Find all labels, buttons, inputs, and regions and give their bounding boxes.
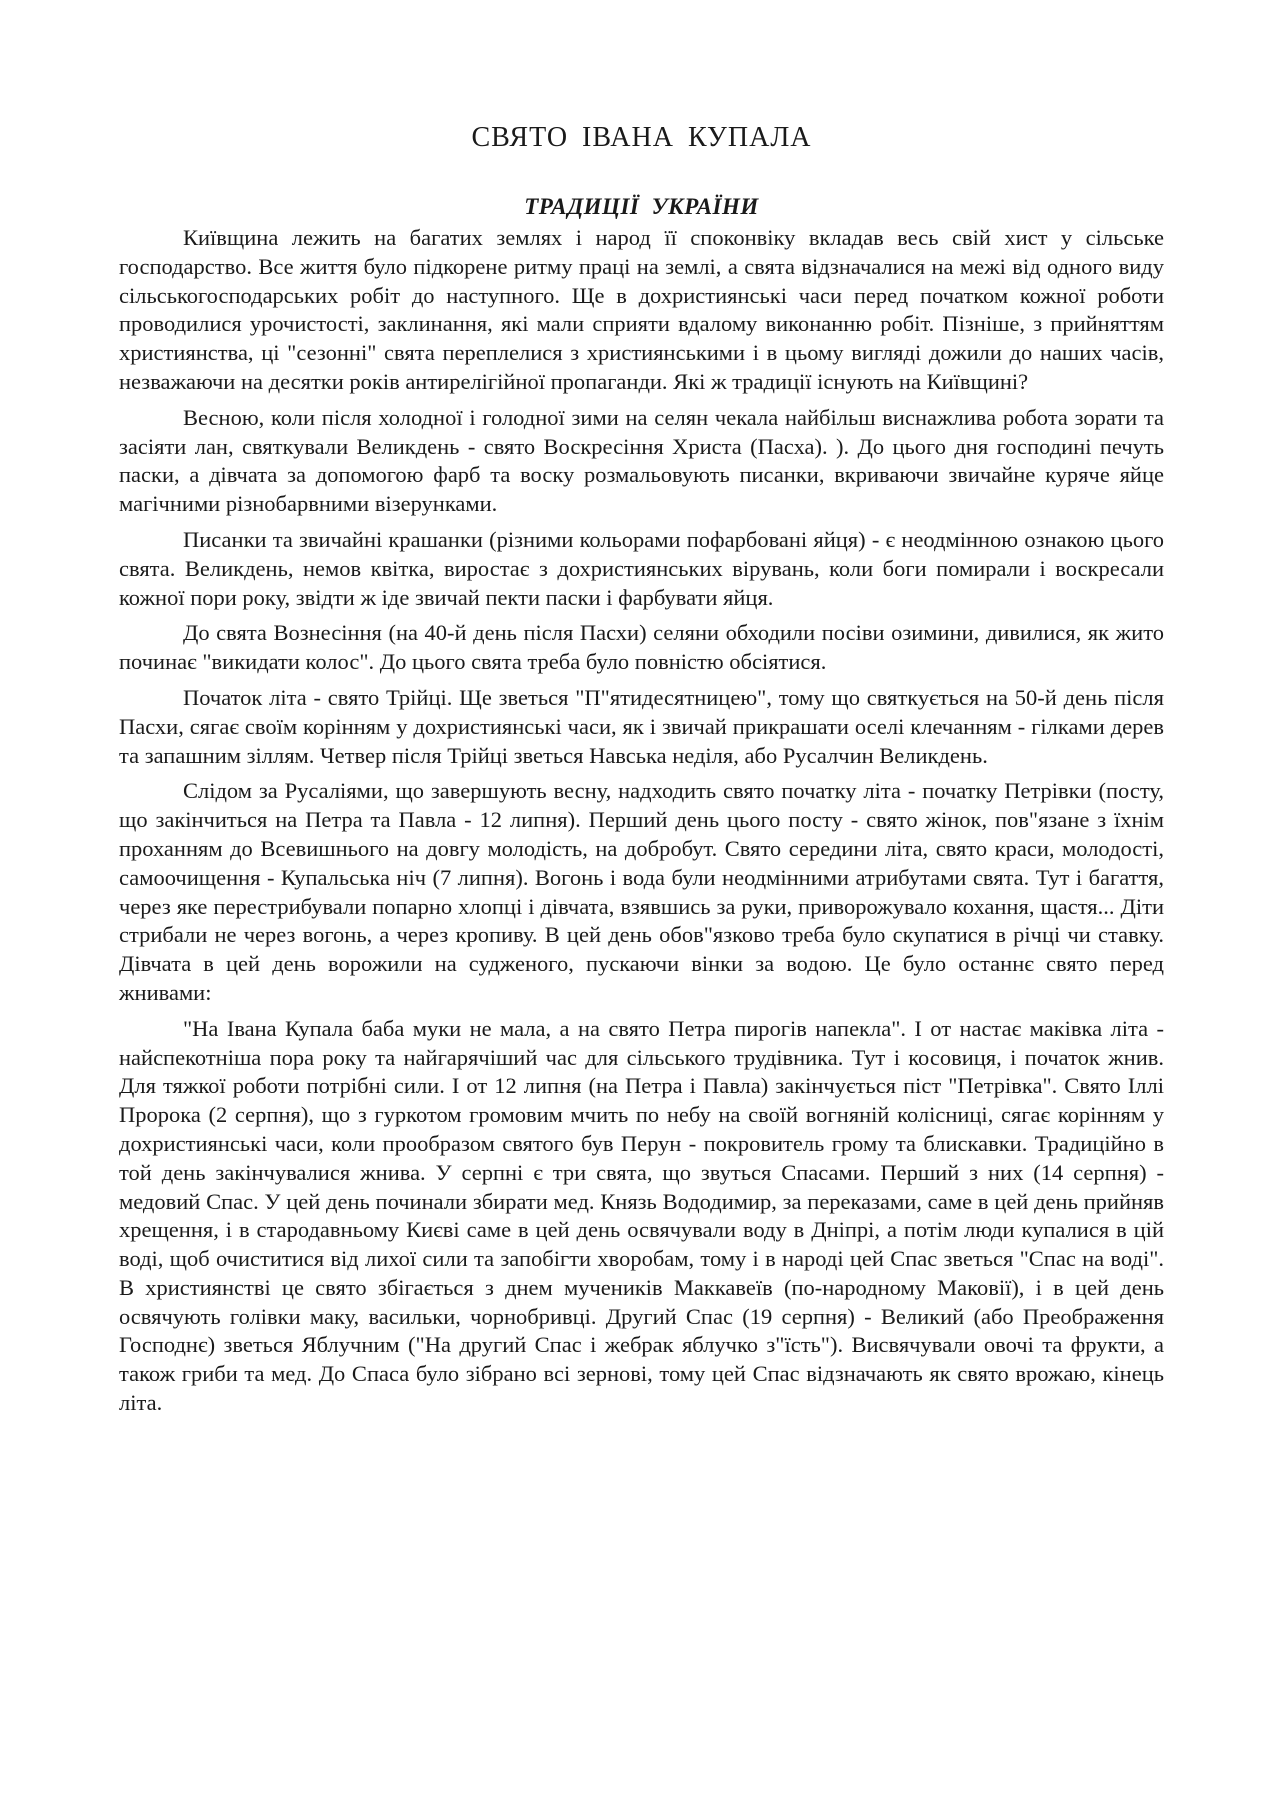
- paragraph-easter: Весною, коли після холодної і голодної зими на селян чекала найбільш виснажлива робота зорати та засіяти лан, святкували Великдень - свято Воскресіння Христа (Пасха). ). До цього дня господині печуть паски, а дівчата за допомогою фарб та воску розмальовують писанки, вкриваючи звичайне куряче яйце магічними різнобарвними візерунками.: [119, 404, 1164, 517]
- section-subtitle: ТРАДИЦІЇ УКРАЇНИ: [524, 194, 759, 219]
- paragraph-trinity: Початок літа - свято Трійці. Ще зветься "П"ятидесятницею", тому що святкується на 50-й день після Пасхи, сягає своїм корінням у дохристиянські часи, як і звичай прикрашати оселі клечанням - гілками дерев та запашним зіллям. Четвер після Трійці зветься Навська неділя, або Русалчин Великдень.: [119, 684, 1164, 768]
- body-text: [119, 224, 1164, 1418]
- paragraph-harvest-spas: "На Івана Купала баба муки не мала, а на свято Петра пирогів напекла". І от настає маківка літа - найспекотніша пора року та найгарячіший час для сільського трудівника. Тут і косовиця, і початок жнив. Для тяжкої роботи потрібні сили. І от 12 липня (на Петра і Павла) закінчується піст "Петрівка". Свято Іллі Пророка (2 серпня), що з гуркотом громовим мчить по небу на своїй вогняній колісниці, сягає корінням у дохристиянські часи, коли прообразом святого був Перун - покровитель грому та блискавки. Традиційно в той день закінчувалися жнива. У серпні є три свята, що звуться Спасами. Перший з них (14 серпня) - медовий Спас. У цей день починали збирати мед. Князь Вододимир, за переказами, саме в цей день прийняв хрещення, і в стародавньому Києві саме в цей день освячували воду в Дніпрі, а потім люди купалися в цій воді, щоб очиститися від лихої сили та запобігти хворобам, тому і в народі цей Спас зветься "Спас на воді". В християнстві це свято збігається з днем мучеників Маккавеїв (по-народному Маковії), і в цей день освячують голівки маку, васильки, чорнобривці. Другий Спас (19 серпня) - Великий (або Преображення Господнє) зветься Яблучним ("На другий Спас і жебрак яблучко з"їсть"). Висвячували овочі та фрукти, а також гриби та мед. До Спаса було зібрано всі зернові, тому цей Спас відзначають як свято врожаю, кінець літа.: [119, 1015, 1164, 1416]
- page-title: СВЯТО ІВАНА КУПАЛА: [471, 122, 812, 153]
- document-content: [119, 118, 1164, 1425]
- paragraph-kyiv-region: Київщина лежить на багатих землях і народ її споконвіку вкладав весь свій хист у сільське господарство. Все життя було підкорене ритму праці на землі, а свята відзначалися на межі від одного виду сільськогосподарських робіт до наступного. Ще в дохристиянські часи перед початком кожної роботи проводилися урочистості, заклинання, які мали сприяти вдалому виконанню робіт. Пізніше, з прийняттям християнства, ці "сезонні" свята переплелися з християнськими і в цьому вигляді дожили до наших часів, незважаючи на десятки років антирелігійної пропаганди. Які ж традиції існують на Київщині?: [119, 225, 1164, 394]
- paragraph-ascension: До свята Вознесіння (на 40-й день після Пасхи) селяни обходили посіви озимини, дивилися, як жито починає "викидати колос". До цього свята треба було повністю обсіятися.: [119, 620, 1164, 675]
- paragraph-kupala-night: Слідом за Русаліями, що завершують весну, надходить свято початку літа - початку Петрівки (посту, що закінчиться на Петра та Павла - 12 липня). Перший день цього посту - свято жінок, пов"язане з їхнім проханням до Всевишнього на довгу молодість, на добробут. Свято середини літа, свято краси, молодості, самоочищення - Купальська ніч (7 липня). Вогонь і вода були неодмінними атрибутами свята. Тут і багаття, через яке перестрибували попарно хлопці і дівчата, взявшись за руки, приворожувало кохання, щастя... Діти стрибали не через вогонь, а через кропиву. В цей день обов"язково треба було скупатися в річці чи ставку. Дівчата в цей день ворожили на судженого, пускаючи вінки за водою. Це було останнє свято перед жнивами:: [119, 778, 1164, 1005]
- paragraph-pysanky: Писанки та звичайні крашанки (різними кольорами пофарбовані яйця) - є неодмінною ознакою цього свята. Великдень, немов квітка, виростає з дохристиянських вірувань, коли боги помирали і воскресали кожної пори року, звідти ж іде звичай пекти паски і фарбувати яйця.: [119, 526, 1164, 610]
